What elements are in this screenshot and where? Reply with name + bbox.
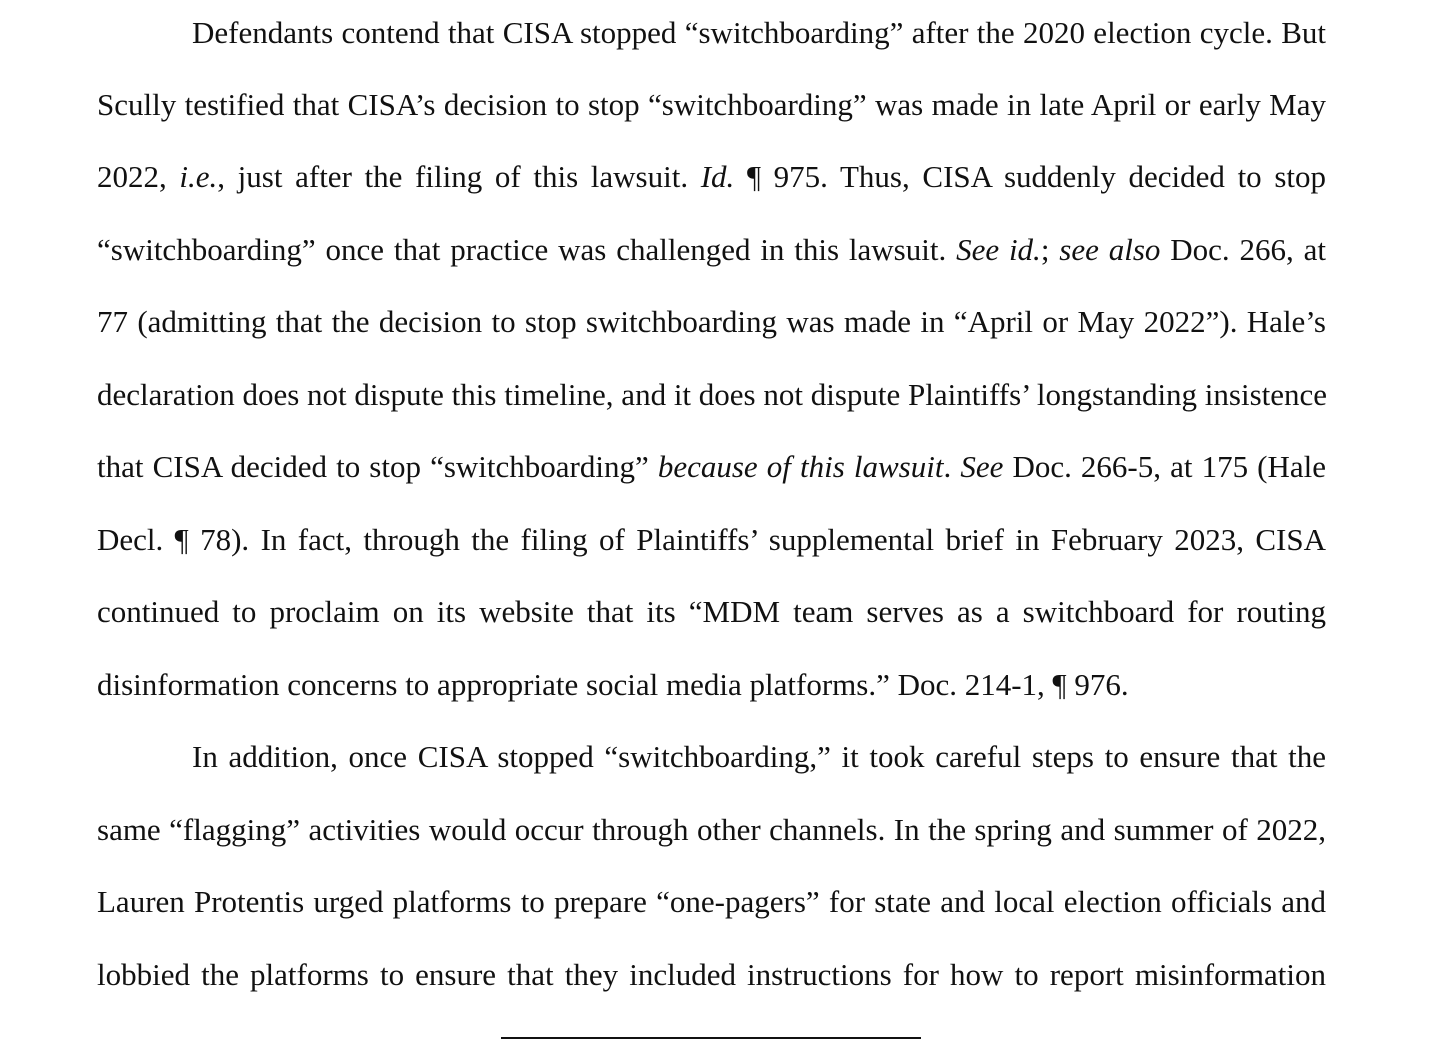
paragraph-1-line-8: Decl. ¶ 78). In fact, through the filing of Plaintiffs’ supplemental brief in February 2023, CISA	[97, 522, 1326, 557]
italic-text: Id.	[700, 159, 735, 194]
italic-text: because of this lawsuit	[657, 449, 944, 484]
paragraph-2-line-1: In addition, once CISA stopped “switchboarding,” it took careful steps to ensure that the	[192, 739, 1326, 774]
italic-text: See id.	[956, 232, 1041, 267]
paragraph-1-line-1: Defendants contend that CISA stopped “switchboarding” after the 2020 election cycle. But	[192, 15, 1326, 50]
paragraph-2-line-3: Lauren Protentis urged platforms to prepare “one-pagers” for state and local election officials and	[97, 884, 1326, 919]
paragraph-2-line-4: lobbied the platforms to ensure that they included instructions for how to report misinformation	[97, 957, 1326, 992]
paragraph-1-line-6: declaration does not dispute this timeline, and it does not dispute Plaintiffs’ longstanding insistence	[97, 377, 1328, 412]
paragraph-1-line-2: Scully testified that CISA’s decision to stop “switchboarding” was made in late April or early May	[97, 87, 1326, 122]
paragraph-1-line-9: continued to proclaim on its website that its “MDM team serves as a switchboard for routing	[97, 594, 1326, 629]
italic-text: See	[960, 449, 1004, 484]
paragraph-1-line-7: that CISA decided to stop “switchboarding” because of this lawsuit. See Doc. 266-5, at 175 (Hale	[97, 449, 1327, 484]
paragraph-1-line-5: 77 (admitting that the decision to stop switchboarding was made in “April or May 2022”). Hale’s	[97, 304, 1326, 339]
paragraph-2-line-2: same “flagging” activities would occur through other channels. In the spring and summer of 2022,	[97, 812, 1326, 847]
footnote-separator-rule	[501, 1037, 921, 1039]
paragraph-1-line-4: “switchboarding” once that practice was challenged in this lawsuit. See id.; see also Doc. 266, at	[97, 232, 1326, 267]
italic-text: i.e.	[179, 159, 218, 194]
paragraph-1-line-10: disinformation concerns to appropriate social media platforms.” Doc. 214-1, ¶ 976.	[97, 667, 1129, 702]
italic-text: see also	[1059, 232, 1161, 267]
paragraph-1-line-3: 2022, i.e., just after the filing of this lawsuit. Id. ¶ 975. Thus, CISA suddenly decided to stop	[97, 159, 1327, 194]
